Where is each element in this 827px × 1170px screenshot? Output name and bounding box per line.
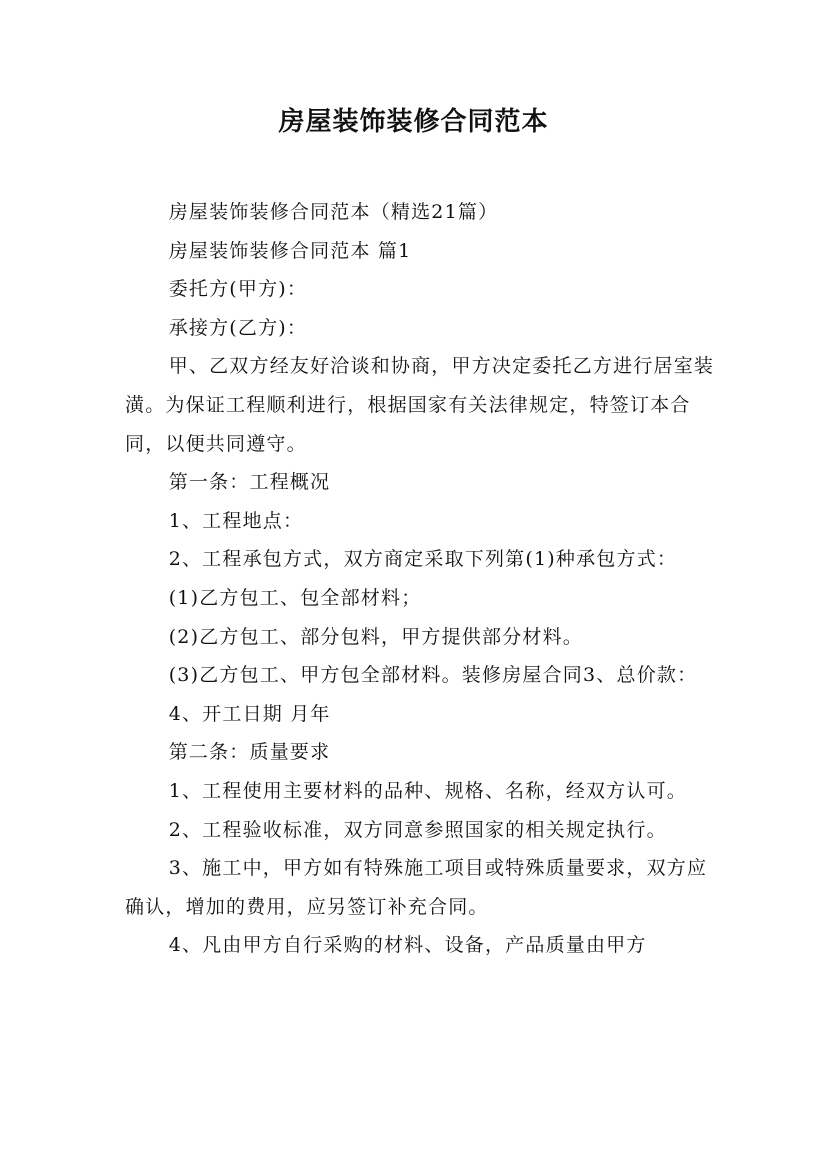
paragraph: 4、开工日期 月年 — [168, 702, 331, 725]
paragraph: 委托方(甲方)： — [168, 278, 308, 301]
paragraph: 第二条：质量要求 — [168, 741, 331, 764]
paragraph: 甲、乙双方经友好洽谈和协商，甲方决定委托乙方进行居室装潢。为保证工程顺利进行，根据国家有关法律规定，特签订本合同，以便共同遵守。 — [125, 355, 715, 455]
paragraph: 承接方(乙方)： — [168, 316, 308, 339]
paragraph: 1、工程使用主要材料的品种、规格、名称，经双方认可。 — [168, 779, 687, 802]
paragraph: 房屋装饰装修合同范本 篇1 — [168, 239, 412, 262]
paragraph: 3、施工中，甲方如有特殊施工项目或特殊质量要求，双方应确认，增加的费用，应另签订补充合同。 — [125, 857, 708, 918]
paragraph: 4、凡由甲方自行采购的材料、设备，产品质量由甲方 — [168, 934, 647, 957]
document-body — [125, 193, 715, 965]
paragraph: (1)乙方包工、包全部材料； — [168, 586, 422, 609]
paragraph: (3)乙方包工、甲方包全部材料。装修房屋合同3、总价款： — [168, 664, 698, 687]
paragraph: 房屋装饰装修合同范本（精选21篇） — [168, 201, 499, 223]
paragraph: 2、工程验收标准，双方同意参照国家的相关规定执行。 — [168, 818, 667, 841]
paragraph: 1、工程地点： — [168, 509, 304, 532]
paragraph: (2)乙方包工、部分包料，甲方提供部分材料。 — [168, 625, 584, 648]
document-title: 房屋装饰装修合同范本 — [278, 107, 549, 137]
paragraph: 2、工程承包方式，双方商定采取下列第(1)种承包方式： — [168, 548, 678, 571]
paragraph: 第一条：工程概况 — [168, 471, 331, 494]
